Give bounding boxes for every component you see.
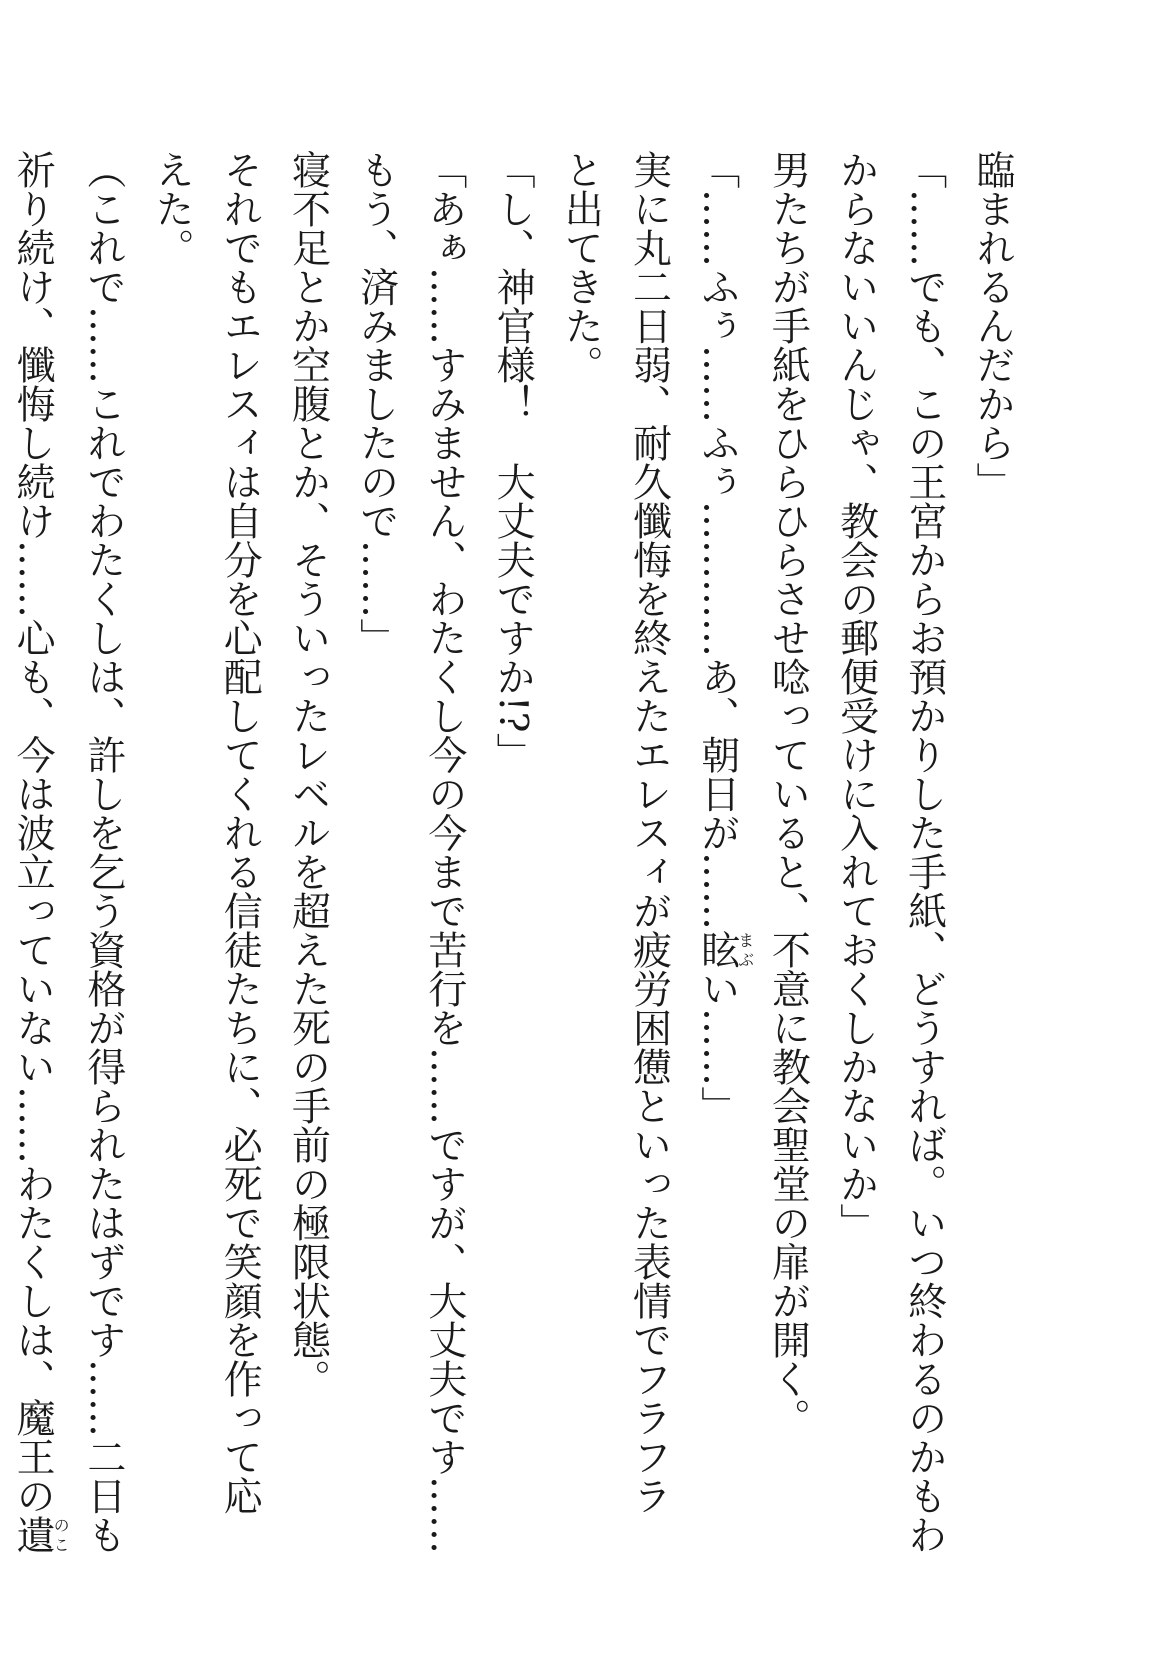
text-line-14: （これで……これでわたくしは、許しを乞う資格が得られたはずです……二日も xyxy=(80,150,126,1554)
text-line-4: 男たちが手紙をひらひらさせ唸っていると、不意に教会聖堂の扉が開く。 xyxy=(765,150,811,1437)
text-line-10: もう、済みましたので……」 xyxy=(353,150,399,657)
text-line-3: からないいんじゃ、教会の郵便受けに入れておくしかないか」 xyxy=(833,150,879,1242)
text-line-12: それでもエレスィは自分を心配してくれる信徒たちに、必死で笑顔を作って応 xyxy=(217,150,263,1515)
text-line-8: 「し、神官様！ 大丈夫ですか!?」 xyxy=(490,150,536,772)
ruby-mabu-reading: まぶ xyxy=(735,930,755,969)
vertical-text-body xyxy=(10,150,1026,1554)
text-line-5 xyxy=(682,150,753,1550)
text-line-15-before-ruby: 祈り続け、懺悔し続け……心も、今は波立っていない……わたくしは、魔王の xyxy=(10,150,56,1515)
ruby-mabu xyxy=(694,930,755,969)
text-line-11: 寝不足とか空腹とか、そういったレベルを超えた死の手前の極限状態。 xyxy=(285,150,331,1398)
text-line-5-after-ruby: い……」 xyxy=(694,969,740,1125)
text-line-13: えた。 xyxy=(149,150,195,267)
text-line-5-before-ruby: 「……ふぅ……ふぅ…………あ、朝日が…… xyxy=(694,150,740,930)
text-line-7: と出てきた。 xyxy=(558,150,604,384)
text-line-15 xyxy=(0,150,71,1554)
ruby-mabu-base: 眩 xyxy=(694,930,740,969)
text-line-9: 「あぁ……すみません、わたくし今の今まで苦行を……ですが、大丈夫です…… xyxy=(421,150,467,1554)
text-line-2: 「……でも、この王宮からお預かりした手紙、どうすれば。いつ終わるのかもわ xyxy=(901,150,947,1554)
ruby-noko xyxy=(10,1515,71,1554)
text-line-1: 臨まれるんだから」 xyxy=(970,150,1015,501)
ruby-noko-reading: のこ xyxy=(51,1515,71,1554)
ruby-noko-base: 遺 xyxy=(10,1515,56,1554)
text-line-6: 実に丸二日弱、耐久懺悔を終えたエレスィが疲労困憊といった表情でフラフラ xyxy=(626,150,672,1515)
